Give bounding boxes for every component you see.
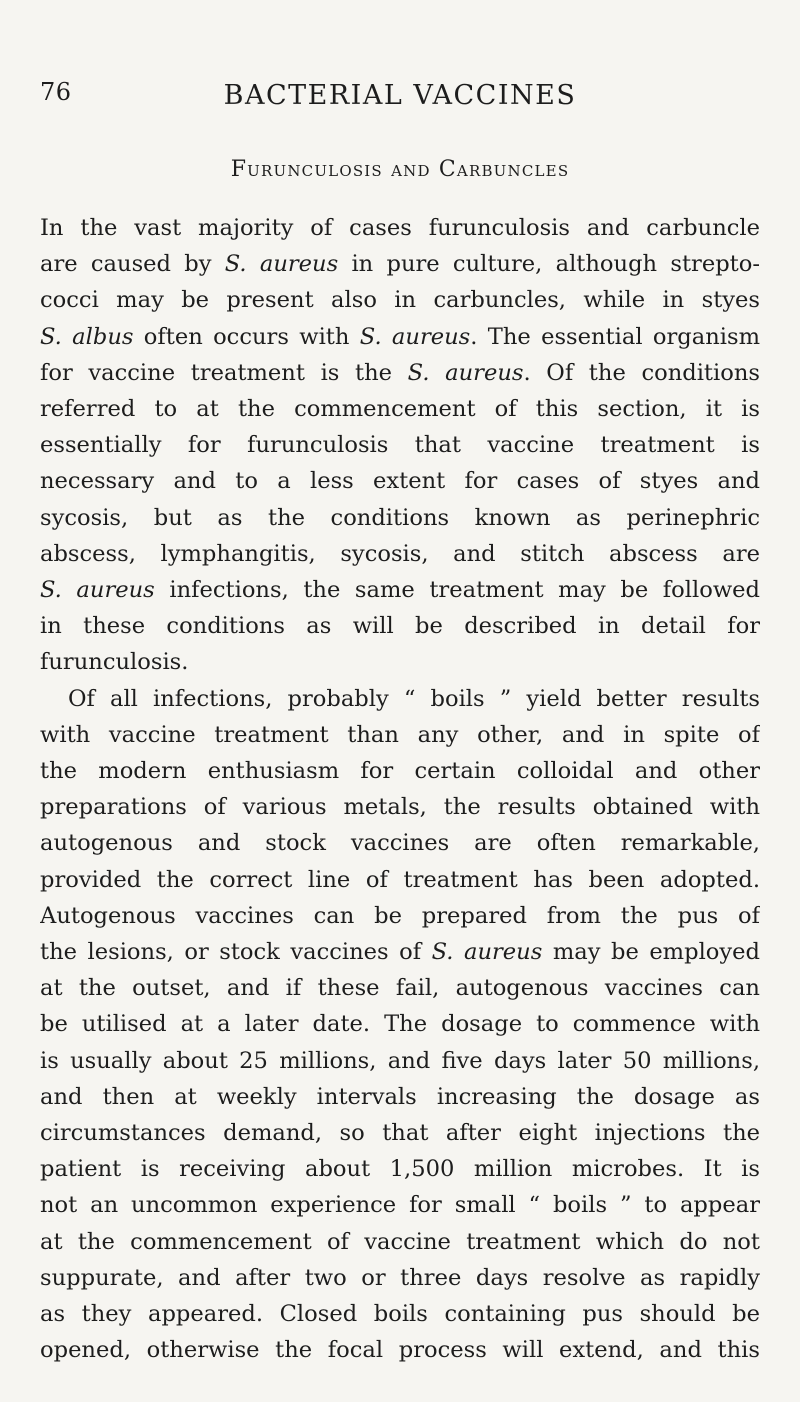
text-line: patient is receiving about 1,500 million microbes. It is	[40, 1156, 760, 1183]
page-number: 76	[40, 78, 72, 106]
paragraph-2	[40, 681, 760, 1369]
text-line: the modern enthusiasm for certain colloidal and other	[40, 758, 760, 785]
text-line: S. aureus infections, the same treatment may be followed	[40, 577, 760, 604]
text-line: as they appeared. Closed boils containing pus should be	[40, 1301, 760, 1328]
text-line: furunculosis.	[40, 649, 189, 676]
text-line: referred to at the commencement of this section, it is	[40, 396, 760, 423]
species-name: S. aureus	[224, 251, 339, 278]
paragraph-1	[40, 210, 760, 681]
text-line: with vaccine treatment than any other, and in spite of	[40, 721, 760, 748]
text-line: S. albus often occurs with S. aureus. The essential organism	[40, 323, 760, 350]
running-head: BACTERIAL VACCINES	[223, 80, 577, 111]
text-line: the lesions, or stock vaccines of S. aureus may be employed	[40, 939, 760, 966]
text-line: abscess, lymphangitis, sycosis, and stitch abscess are	[40, 540, 760, 567]
body-text	[40, 210, 760, 1369]
text-line: at the commencement of vaccine treatment which do not	[40, 1228, 760, 1255]
species-name: S. aureus	[407, 359, 524, 386]
text-line: in these conditions as will be described in detail for	[40, 613, 760, 640]
text-line: essentially for furunculosis that vaccine treatment is	[40, 432, 760, 459]
text-line: Of all infections, probably “ boils ” yield better results	[68, 685, 760, 712]
text-line: are caused by S. aureus in pure culture, although strepto-	[40, 251, 760, 278]
text-line: autogenous and stock vaccines are often remarkable,	[40, 830, 760, 857]
text-line: cocci may be present also in carbuncles, while in styes	[40, 287, 760, 314]
text-line: be utilised at a later date. The dosage to commence with	[40, 1011, 760, 1038]
section-title: Furunculosis and Carbuncles	[230, 157, 570, 182]
page-header	[40, 78, 760, 118]
text-line: In the vast majority of cases furunculosis and carbuncle	[40, 215, 760, 241]
text-line: preparations of various metals, the results obtained with	[40, 794, 760, 821]
text-line: circumstances demand, so that after eight injections the	[40, 1120, 760, 1147]
text-line: is usually about 25 millions, and five days later 50 millions,	[40, 1047, 760, 1074]
species-name: S. aureus	[359, 323, 471, 350]
species-name: S. albus	[40, 323, 134, 350]
text-line: necessary and to a less extent for cases of styes and	[40, 468, 760, 495]
text-line: at the outset, and if these fail, autogenous vaccines can	[40, 975, 760, 1002]
species-name: S. aureus	[40, 577, 155, 604]
text-line: not an uncommon experience for small “ boils ” to appear	[40, 1192, 760, 1219]
text-line: provided the correct line of treatment has been adopted.	[40, 866, 760, 893]
text-line: opened, otherwise the focal process will extend, and this	[40, 1337, 760, 1364]
text-line: sycosis, but as the conditions known as perinephric	[40, 504, 760, 531]
text-line: Autogenous vaccines can be prepared from the pus of	[40, 902, 760, 929]
text-line: suppurate, and after two or three days resolve as rapidly	[40, 1264, 760, 1291]
text-line: for vaccine treatment is the S. aureus. Of the conditions	[40, 359, 760, 386]
species-name: S. aureus	[431, 939, 543, 966]
text-line: and then at weekly intervals increasing the dosage as	[40, 1083, 760, 1110]
